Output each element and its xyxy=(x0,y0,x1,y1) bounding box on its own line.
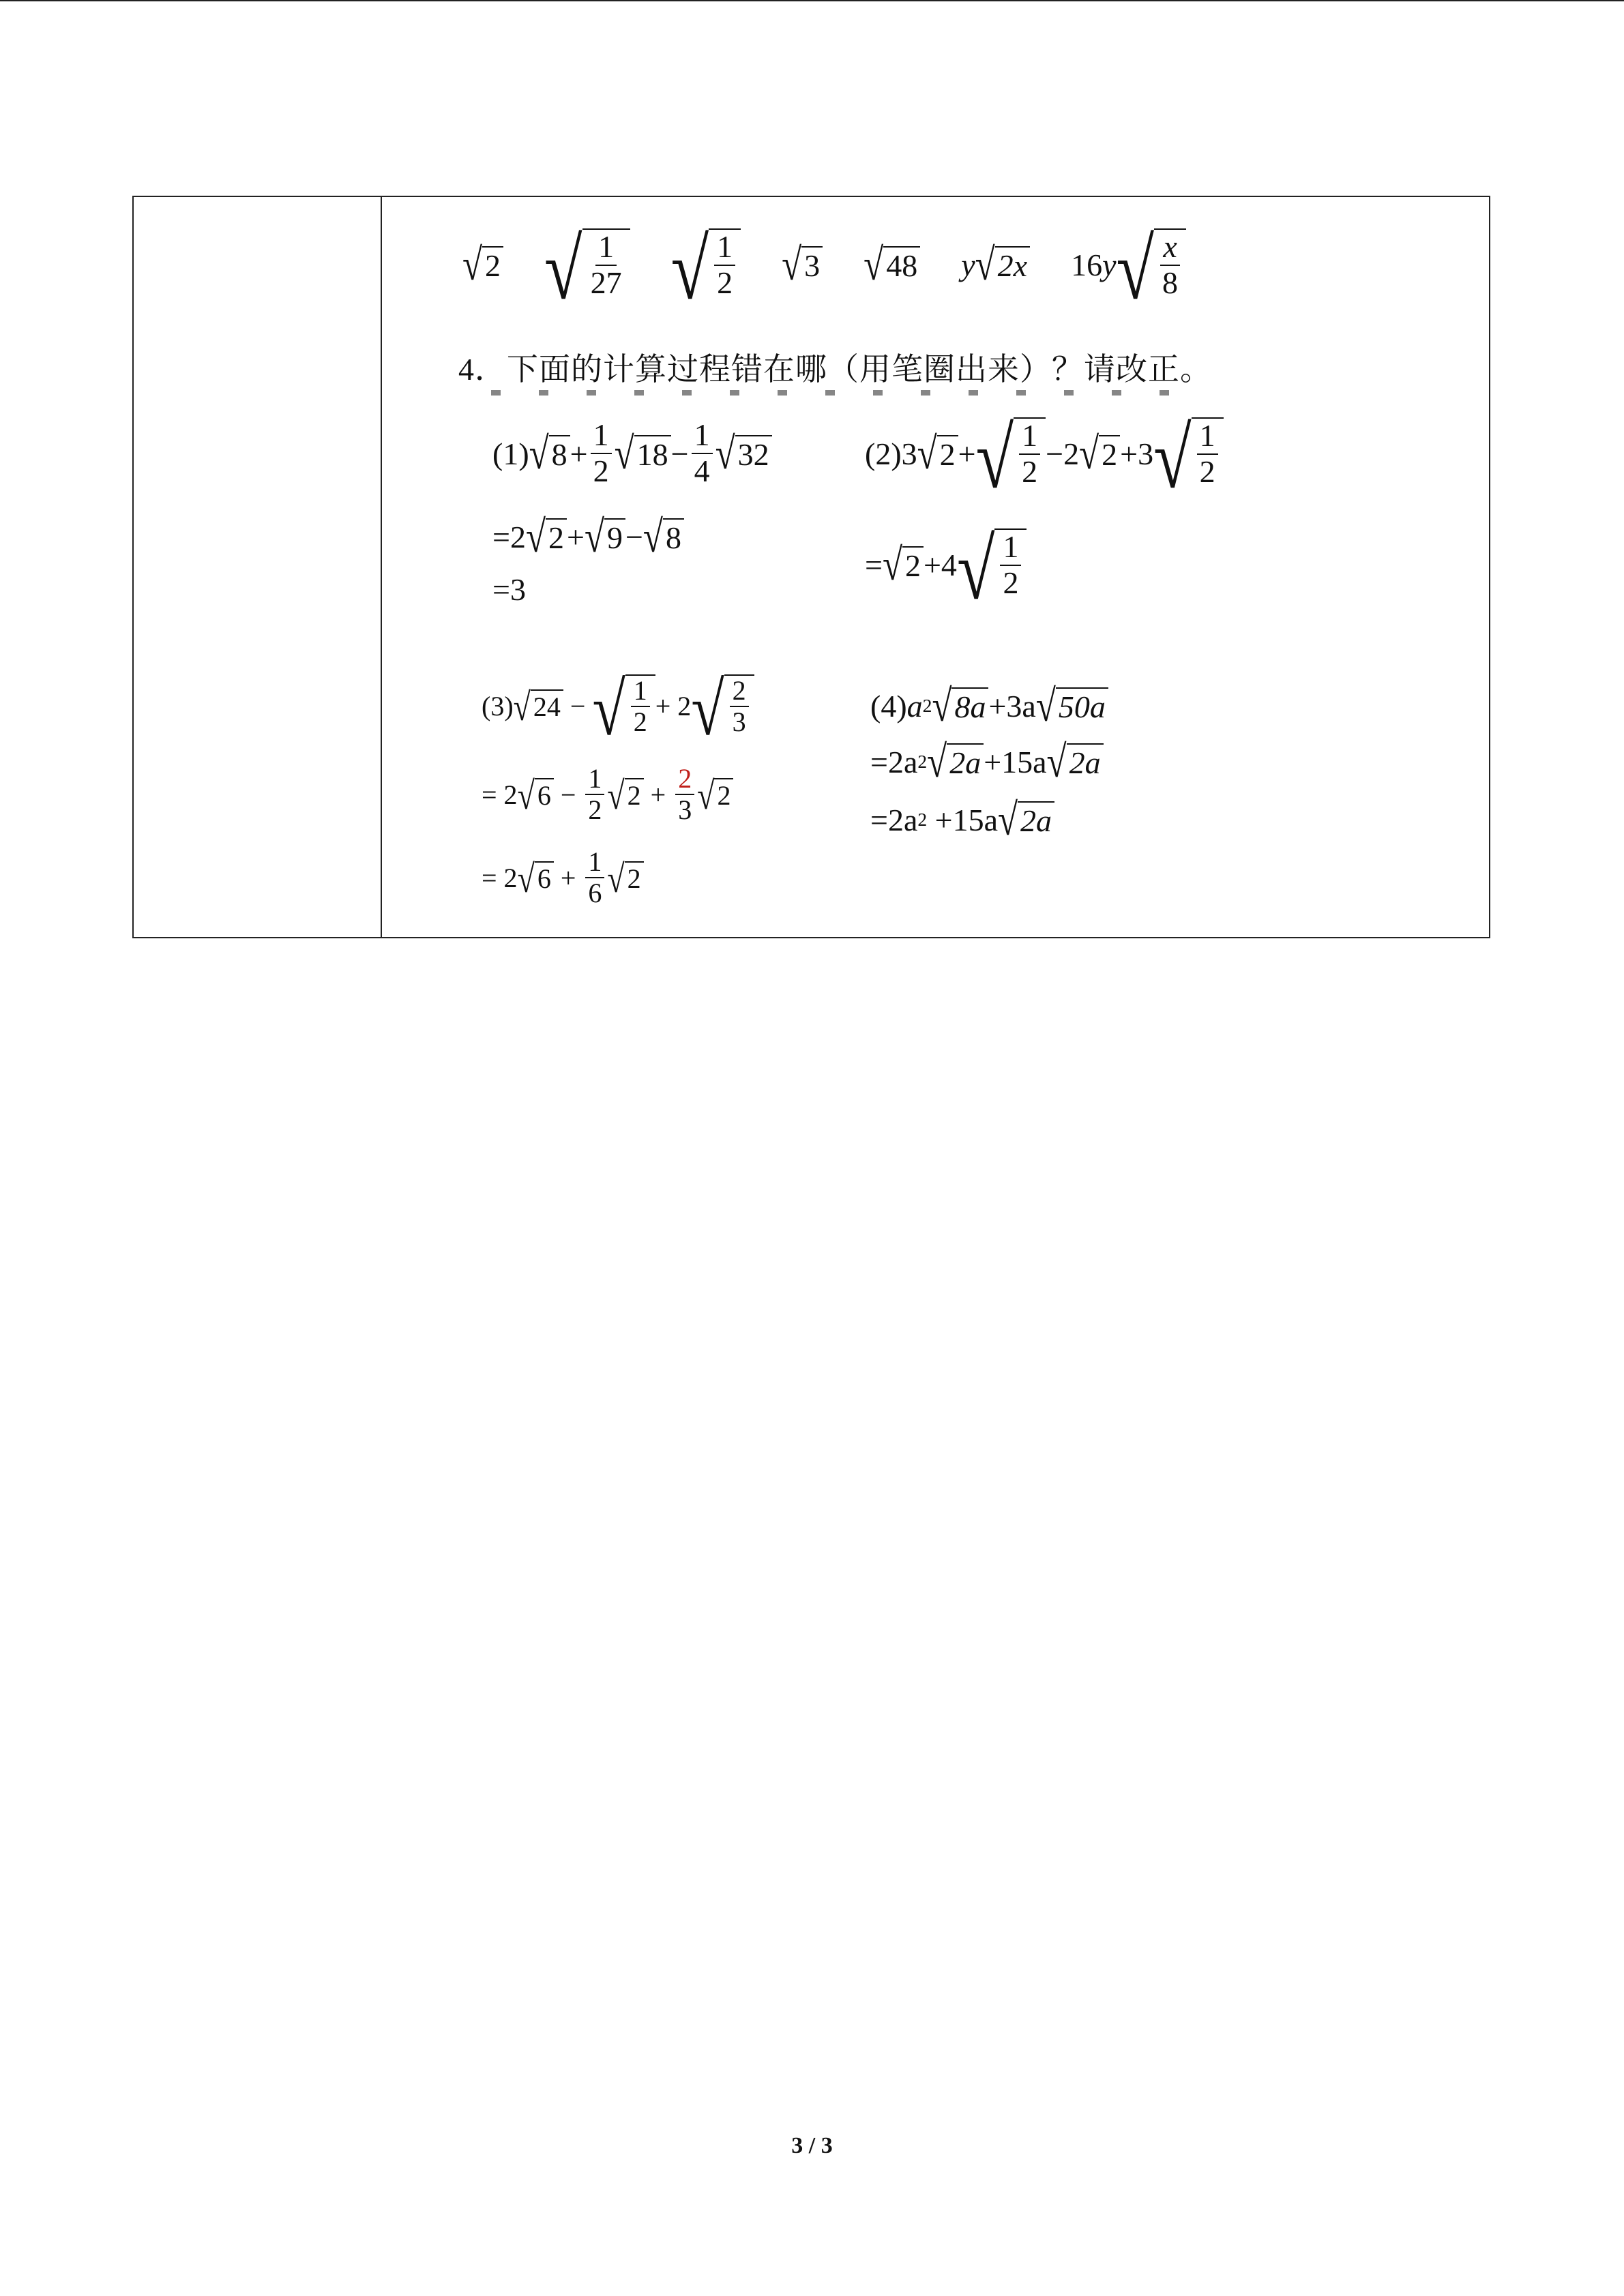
problem-2-line-2: = √ 2 +4 √ $\frac{1}{2}$ xyxy=(865,517,1027,612)
radical-6: √ 2x xyxy=(975,246,1030,284)
top-border-line xyxy=(0,0,1624,1)
problem-3-line-2: = 2 √ 6 − $\frac{1}{2}$ √ 2 + $\frac{2}{3}$ √ 2 xyxy=(482,757,733,832)
radical-7: √ $\frac{x}{8}$ xyxy=(1116,228,1186,300)
radical-5: √ 48 xyxy=(863,246,920,284)
column-divider xyxy=(381,197,382,937)
problem-4-line-2: =2a 2 √ 2a +15a √ 2a xyxy=(870,741,1104,782)
problem-4-line-3: =2a 2 +15a √ 2a xyxy=(870,799,1054,840)
radical-6-coef: y xyxy=(961,247,975,282)
radical-1: √ 2 xyxy=(462,246,503,284)
problem-1-line-1: (1) √ 8 + $\frac{1}{2}$ √ 18 − $\frac{1}{4}$ √ 32 xyxy=(492,409,772,498)
radical-2: √ $\frac{1}{27}$ xyxy=(544,228,630,300)
radical-7-coef: 16y xyxy=(1071,247,1117,282)
problem-3-line-3: = 2 √ 6 + $\frac{1}{6}$ √ 2 xyxy=(482,840,644,915)
problem-1-line-3: =3 xyxy=(492,571,526,607)
faded-text-artifact xyxy=(491,390,1173,396)
problem-2-line-1: (2) 3 √ 2 + √ $\frac{1}{2}$ −2 √ 2 +3 √ $\frac{1}{2}$ xyxy=(865,402,1224,505)
radicals-row xyxy=(462,217,1186,317)
question-4-text: 4．下面的计算过程错在哪（用笔圈出来）？请改正。 xyxy=(458,352,1212,387)
page-number: 3 / 3 xyxy=(791,2133,833,2158)
problem-3-line-1: (3) √ 24 − √ $\frac{1}{2}$ + 2 √ $\frac{2}{3}$ xyxy=(482,665,754,747)
radical-4: √ 3 xyxy=(782,246,823,284)
problem-4-line-1: (4) a 2 √ 8a +3a √ 50a xyxy=(870,685,1108,726)
radical-3: √ $\frac{1}{2}$ xyxy=(671,228,741,300)
problem-1-line-2: =2 √ 2 + √ 9 − √ 8 xyxy=(492,513,684,561)
